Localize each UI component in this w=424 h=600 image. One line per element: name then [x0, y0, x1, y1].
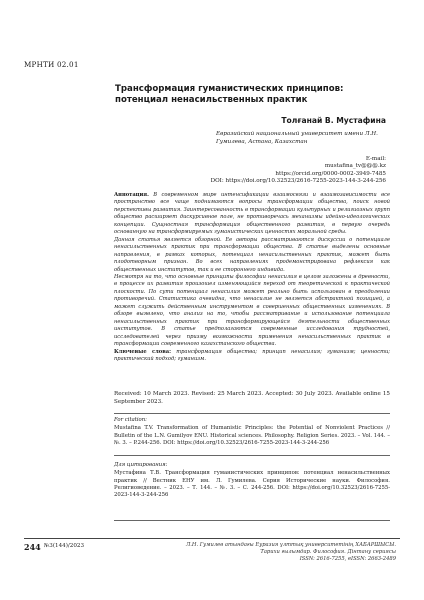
article-title: Трансформация гуманистических принципов: потенциал ненасильственных практик [115, 84, 344, 105]
citation-en-heading: For citation: [114, 417, 147, 423]
footer-rule [24, 538, 400, 539]
abstract-label: Аннотация. [114, 192, 149, 198]
author-name: Толғанай В. Мустафина [281, 116, 386, 125]
received-dates: Received: 10 March 2023. Revised: 25 March 2023. Accepted: 30 July 2023. Available online 15 September 2023. [114, 391, 390, 405]
citation-en-text: Mustafina T.V. Transformation of Humanistic Principles: the Potential of Nonviolent Practices // Bulletin of the L.N. Gumilyov ENU. Historical sciences. Philosophy. Religion Series. 2023. – Vol. 144. – №. 3. – P.244-256. DOI: https://doi.org/10.32523/2616-7255-2023-144-3-244-256 [114, 425, 390, 446]
page-number: 244 [24, 542, 41, 552]
issue-number: №3(144)/2023 [44, 543, 85, 549]
journal-line-1: Л.Н. Гумилев атындағы Еуразия ұлттық университетінің ХАБАРШЫСЫ. [185, 542, 396, 548]
divider-bottom [114, 520, 390, 521]
grnti-code: МРНТИ 02.01 [24, 60, 79, 69]
citation-block [114, 417, 390, 500]
email-link[interactable]: mustafina_tv@@@.kz [324, 163, 386, 170]
abstract-para-1: Аннотация. В современном мире интенсификации взаимосвязи и взаимозависимости все пространство все чаще поднимаются вопросы трансформации общества, поиск новой перспективы развития. Заинтересованность в трансформации культурных и религиозных групп общество расширяет дискурсивное поле, не противоречась механизмы идейно-идеологических концепции. Сущностная трансформация общественного развития, в первую очередь основанную на трансформируемых гуманистических ценностях моральной среды. [114, 192, 390, 236]
keywords-label: Ключевые слова: [114, 348, 171, 355]
citation-ru-text: Мустафина Т.В. Трансформация гуманистических принципов: потенциал ненасильственных практик // Вестник ЕНУ им. Л. Гумилева. Серия Исторические науки. Философия. Религиоведение. – 2023. – Т. 144. – №. 3. – С. 244-256. DOI: https://doi.org/10.32523/2616-7255-2023-144-3-244-256 [114, 470, 390, 499]
divider-middle [114, 447, 390, 456]
journal-info [186, 542, 396, 563]
journal-line-3: ISSN: 2616-7255, eISSN: 2663-2489 [299, 556, 396, 562]
journal-line-2: Тарихи ғылымдар. Философия. Дінтану сериясы [260, 549, 396, 555]
divider-top [114, 413, 390, 414]
citation-ru-heading: Для цитирования: [114, 462, 168, 469]
abstract-para-3: Несмотря на то, что основные принципы философии ненасилия в целом заложены в древности, в процессе их развития произошел изменяющийся переход от теоретической к практической плоскости. По сути потенциал ненасилия может реально быть использован в преодолении противоречий. Статистика очевидна, что ненасилие не является абстрактной позицией, а может служить действенным инструментом в совершенных общественных изменениях. В обзоре выявлено, что анализ на то, чтобы рассматривание и использование потенциала ненасильственных практик при трансформирующейся деятельности общественных институтов. В статье предполагаются современные исследования трудностей, исследователей через призму возможности применения ненасильственных практик в трансформации современного казахстанского общества. [114, 273, 390, 348]
abstract-para-2: Данная статья является обзорной. Ее авторы рассматриваются дискуссии о потенциале ненасильственных практик при трансформации общества. В статье выделены основные направления, в рамках которых, потенциал ненасильственных практик, может быть плодотворным признан. Во всех направлениях продемонстрирована рефлексия как общественных институтов, так и ее стороннего индивида. [114, 236, 390, 273]
contact-block [211, 156, 386, 185]
keywords: Ключевые слова: трансформация общества; принцип ненасилия; гуманизм; ценности; практический подход; гуманизм. [114, 348, 391, 362]
author-affiliation: Евразийский национальный университет имени Л.Н. Гумилева, Астана, Казахстан [216, 131, 378, 145]
orcid-link[interactable]: https://orcid.org/0000-0002-3949-7485 [275, 170, 386, 177]
email-label: E-mail: [365, 156, 386, 162]
doi-link[interactable]: DOI: https://doi.org/10.32523/2616-7255-2023-144-3-244-256 [210, 177, 386, 184]
abstract [114, 192, 390, 363]
